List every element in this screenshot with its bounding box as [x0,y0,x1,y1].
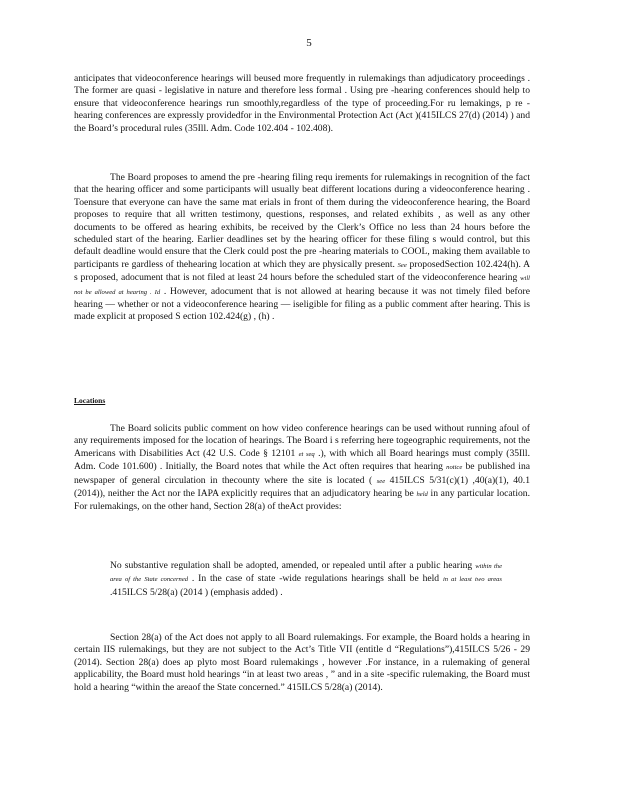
text-run: .), with which all Board hearings must comply (35Ill. Adm. Code 101.600) . Initially, the Board notes that while the Act often requires that hearing [74,447,530,473]
text-run: in any particular location. For rulemakings, on the other hand, Section 28(a) of theAct provides: [74,488,530,513]
paragraph-section-28a [74,632,530,694]
block-quote [110,560,502,599]
italic-phrase: in at least two areas [442,576,502,584]
citation-signal: See [397,261,407,269]
paragraph-locations [74,423,530,514]
text-run: . However, adocument that is not allowed at hearing because it was not timely filed before hearing — whether or not a videoconference hearing — iseligible for filing as a public comment after hearing. This is made explicit at proposed S ection 102.424(g) , (h) . [74,285,531,323]
page-number: 5 [306,37,312,49]
italic-phrase: will not be allowed at hearing . Id [74,275,530,296]
text-run: The Board proposes to amend the pre -hearing filing requ irements for rulemakings in recognition of the fact that the hearing officer and some participants will usually beat different locations during a videoconference hearing . Toensure that everyone can have the same mat erials in front of them during the videoconference hearing, the Board proposes to require that all written testimony, questions, responses, and related exhibits , as well as any other documents to be offered as hearing exhibits, be received by the Clerk’s Office no less than 24 hours before the scheduled start of the hearing. Earlier deadlines set by the hearing officer for these filing s would control, but this default deadline would ensure that the Clerk could post the pre -hearing materials to COOL, making them available to participants re gardless of thehearing location at which they are physically present. [74,172,530,270]
paragraph-prehearing-conferences: anticipates that videoconference hearings will beused more frequently in rulemakings than adjudicatory proceedings . The former are quasi - legislative in nature and therefore less formal . Using pre -hearing conferences should help to ensure that videoconference hearings run smoothly,regardless of the type of proceeding.For ru lemakings, p re -hearing conferences are expressly providedfor in the Environmental Protection Act (Act )(415ILCS 27(d) (2014) ) and the Board’s procedural rules (35Ill. Adm. Code 102.404 - 102.408). [74,73,530,134]
text-run: . In the case of state -wide regulations hearings shall be held [188,573,440,585]
italic-phrase: notice [446,464,463,472]
text-run: 415ILCS 5/31(c)(1) ,40(a)(1), 40.1 (2014)), neither the Act nor the IAPA explicitly requires that an adjudicatory hearing be [74,474,530,500]
section-heading: Locations [74,396,106,405]
text-run: be published ina newspaper of general circulation in thecounty where the site is located ( [74,461,530,486]
text-run: The Board solicits public comment on how video conference hearings can be used without running afoul of any requirements imposed for the location of hearings. The Board i s referring here togeographic requirements, not the Americans with Disabilities Act (42 U.S. Code § 12101 [74,423,530,459]
text-run: No substantive regulation shall be adopted, amended, or repealed until after a public hearing [110,560,473,571]
italic-phrase: et seq [298,450,315,458]
italic-phrase: held [416,491,428,499]
italic-phrase: within the area of the State concerned [110,563,502,584]
citation-signal: see [376,477,386,485]
text-run: proposedSection 102.424(h). A s proposed, adocument that is not filed at least 24 hours before the scheduled start of the videoconference hearing [74,258,531,284]
text-run: .415ILCS 5/28(a) (2014 ) (emphasis added) . [110,586,283,598]
text-run: Section 28(a) of the Act does not apply to all Board rulemakings. For example, the Board holds a hearing in certain IIS rulemakings, but they are not subject to the Act’s Title VII (entitle d “Regulations”),415ILCS 5/26 - 29 (2014). Section 28(a) does ap plyto most Board rulemakings , however .For instance, in a rulemaking of general applicability, the Board must hold hearings “in at least two areas , ” and in a site -specific rulemaking, the Board must hold a hearing “within the areaof the State concerned.” 415ILCS 5/28(a) (2014). [74,632,530,693]
paragraph-filing-requirements [74,172,530,324]
